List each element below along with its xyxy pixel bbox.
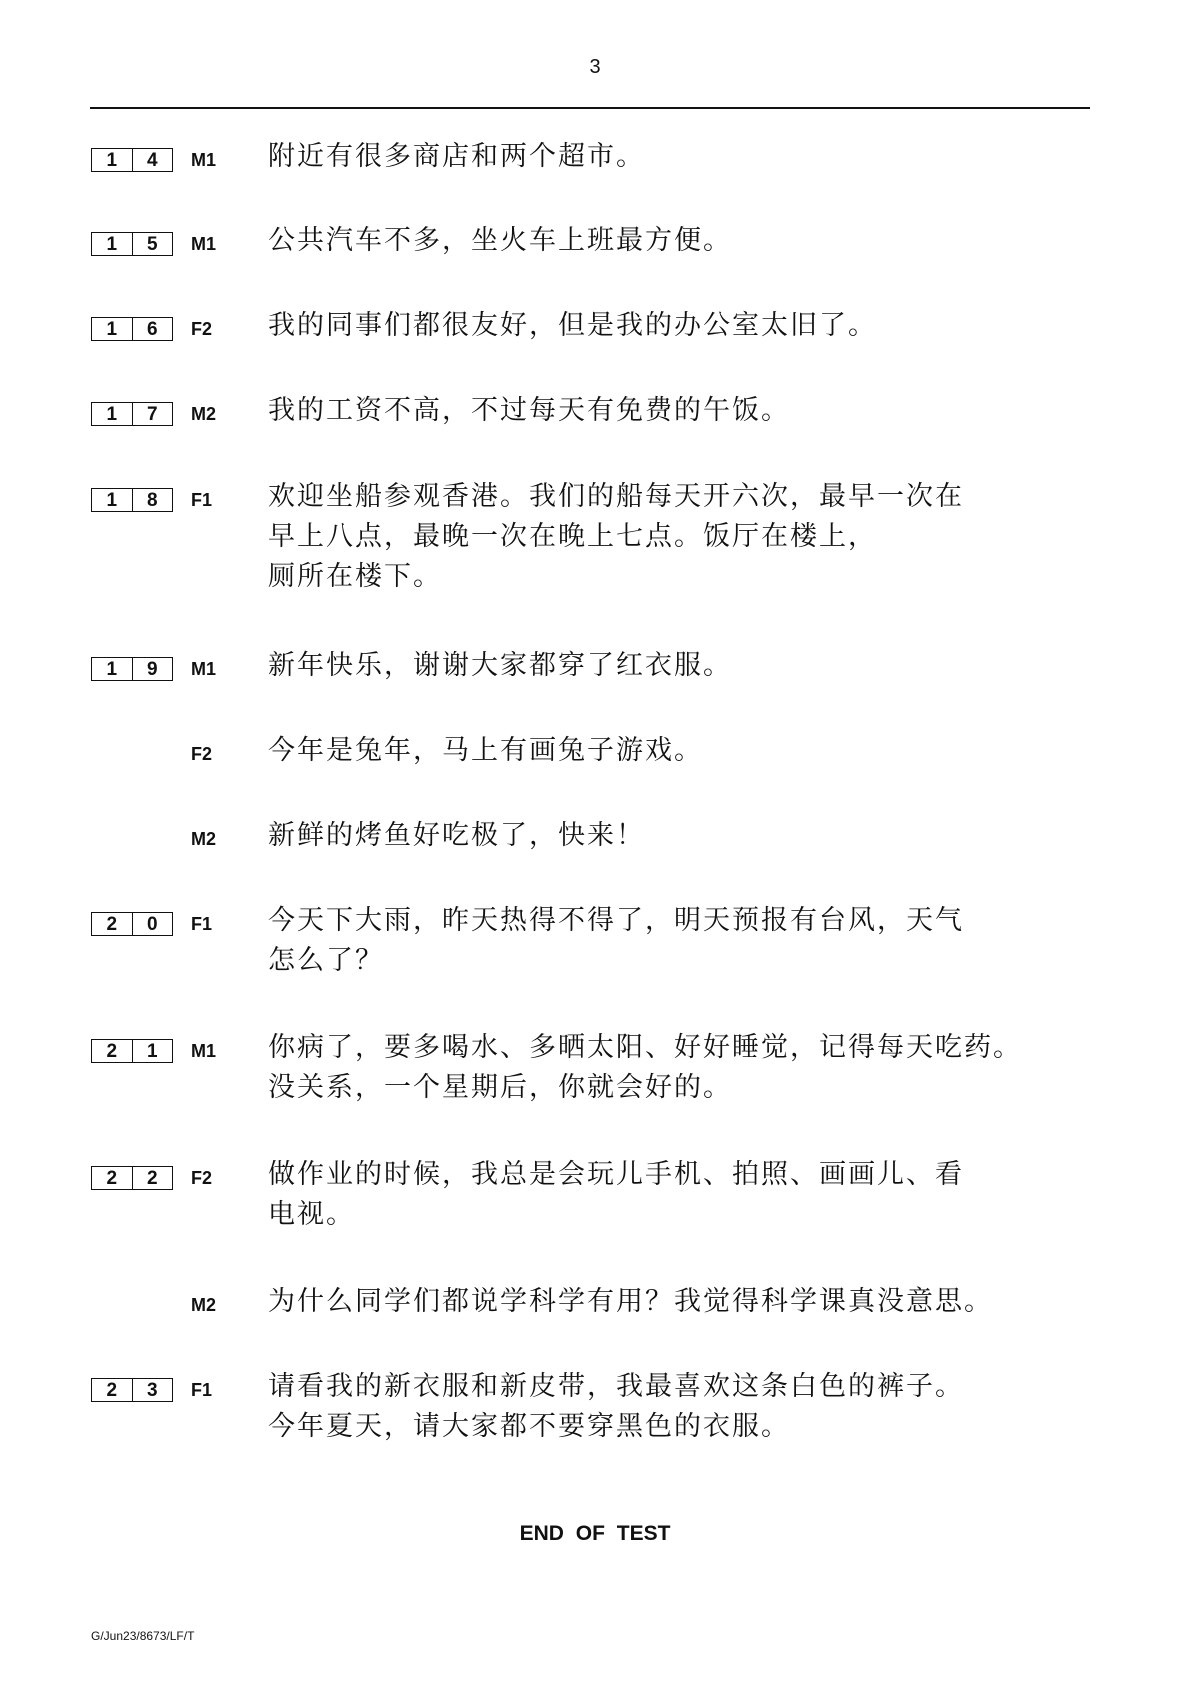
speaker-label: M1 [191, 1041, 217, 1061]
transcript-text: 请看我的新衣服和新皮带，我最喜欢这条白色的裤子。 今年夏天，请大家都不要穿黑色的衣服。 [268, 1371, 964, 1442]
question-digit-2: 8 [132, 489, 173, 511]
question-digit-1: 2 [106, 1040, 118, 1062]
question-digit-1: 2 [106, 913, 118, 935]
transcript-text: 做作业的时候，我总是会玩儿手机、拍照、画画儿、看 电视。 [268, 1159, 964, 1230]
question-digit-2: 1 [132, 1040, 173, 1062]
speaker-label: M2 [191, 404, 217, 424]
question-number-box [91, 148, 173, 172]
transcript-text: 今年是兔年，马上有画兔子游戏。 [268, 735, 703, 766]
speaker-label: M2 [191, 829, 217, 849]
transcript-text: 为什么同学们都说学科学有用？我觉得科学课真没意思。 [268, 1286, 993, 1317]
end-of-test: END OF TEST [519, 1522, 671, 1545]
question-number-box [91, 317, 173, 341]
speaker-label: F2 [191, 1168, 213, 1188]
speaker-label: F1 [191, 1380, 213, 1400]
question-digit-1: 1 [106, 658, 118, 680]
transcript-text: 我的工资不高，不过每天有免费的午饭。 [268, 395, 790, 426]
question-digit-1: 2 [106, 1167, 118, 1189]
header-rule [90, 107, 1090, 109]
question-digit-2: 6 [132, 318, 173, 340]
speaker-label: M1 [191, 234, 217, 254]
question-digit-2: 9 [132, 658, 173, 680]
speaker-label: M1 [191, 150, 217, 170]
question-digit-2: 5 [132, 233, 173, 255]
question-number-box [91, 402, 173, 426]
speaker-label: F2 [191, 744, 213, 764]
speaker-label: F1 [191, 490, 213, 510]
question-digit-2: 2 [132, 1167, 173, 1189]
question-digit-1: 1 [106, 489, 118, 511]
transcript-text: 新年快乐，谢谢大家都穿了红衣服。 [268, 650, 732, 681]
question-digit-2: 4 [132, 149, 173, 171]
question-digit-2: 0 [132, 913, 173, 935]
question-number-box [91, 657, 173, 681]
question-number-box [91, 1166, 173, 1190]
question-digit-1: 1 [106, 233, 118, 255]
transcript-text: 欢迎坐船参观香港。我们的船每天开六次，最早一次在 早上八点，最晚一次在晚上七点。饭厅在楼上， 厕所在楼下。 [268, 481, 964, 592]
question-digit-1: 2 [106, 1379, 118, 1401]
question-number-box [91, 1039, 173, 1063]
question-number-box [91, 232, 173, 256]
question-digit-1: 1 [106, 149, 118, 171]
speaker-label: M1 [191, 659, 217, 679]
question-number-box [91, 1378, 173, 1402]
speaker-label: M2 [191, 1295, 217, 1315]
transcript-text: 附近有很多商店和两个超市。 [268, 141, 645, 172]
transcript-text: 公共汽车不多，坐火车上班最方便。 [268, 225, 732, 256]
transcript-text: 你病了，要多喝水、多晒太阳、好好睡觉，记得每天吃药。 没关系，一个星期后，你就会好的。 [268, 1032, 1022, 1103]
speaker-label: F1 [191, 914, 213, 934]
page-number: 3 [589, 56, 601, 78]
footer-code: G/Jun23/8673/LF/T [91, 1629, 195, 1643]
question-number-box [91, 488, 173, 512]
transcript-text: 今天下大雨，昨天热得不得了，明天预报有台风，天气 怎么了？ [268, 905, 964, 976]
question-digit-1: 1 [106, 318, 118, 340]
transcript-text: 我的同事们都很友好，但是我的办公室太旧了。 [268, 310, 877, 341]
question-digit-2: 7 [132, 403, 173, 425]
question-digit-2: 3 [132, 1379, 173, 1401]
question-digit-1: 1 [106, 403, 118, 425]
speaker-label: F2 [191, 319, 213, 339]
transcript-text: 新鲜的烤鱼好吃极了，快来！ [268, 820, 645, 851]
question-number-box [91, 912, 173, 936]
